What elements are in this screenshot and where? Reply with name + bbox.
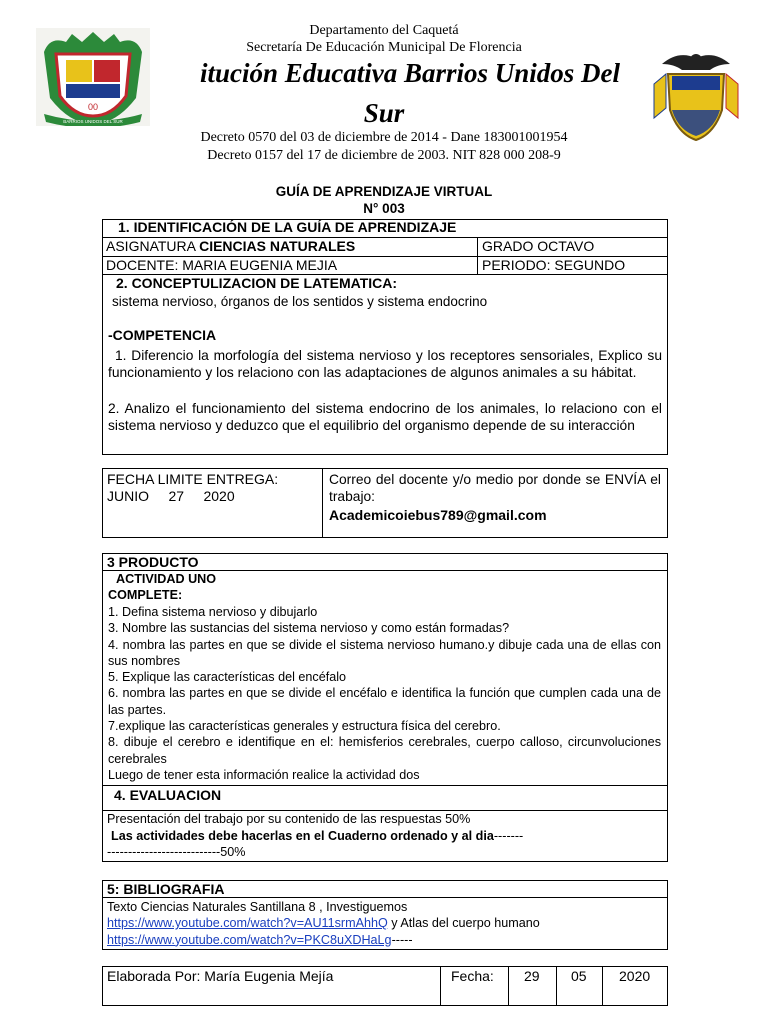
conceptualization-topic: sistema nervioso, órganos de los sentidos y sistema endocrino <box>112 294 488 309</box>
product-item: 8. dibuje el cerebro e identifique en el: hemisferios cerebrales, cuerpo calloso, circunvoluciones cerebrales <box>108 735 661 766</box>
prepared-by: Elaborada Por: María Eugenia Mejía <box>107 968 334 984</box>
conceptualization-heading: 2. CONCEPTULIZACION DE LATEMATICA: <box>116 275 398 291</box>
product-item: 5. Explique las características del encéfalo <box>108 670 347 685</box>
evaluation-line-2 <box>107 828 527 861</box>
video-link-2[interactable]: https://www.youtube.com/watch?v=PKC8uXDHaLg <box>107 932 392 947</box>
product-item: 6. nombra las partes en que se divide el encéfalo e identifica la función que cumplen cada una de las partes. <box>108 686 661 717</box>
email-label: Correo del docente y/o medio por donde se ENVÍA el trabajo: <box>329 472 661 504</box>
date-year: 2020 <box>619 968 651 984</box>
date-month: 05 <box>571 968 587 984</box>
institution-name-line1: itución Educativa Barrios Unidos Del <box>199 58 621 88</box>
secretariat-name: Secretaría De Educación Municipal De Florencia <box>246 40 522 55</box>
decree-line-1: Decreto 0570 del 03 de diciembre de 2014 - Dane 183001001954 <box>200 130 568 145</box>
department-name: Departamento del Caquetá <box>309 23 459 38</box>
product-item: 7.explique las características generales y estructura física del cerebro. <box>108 719 501 734</box>
complete-label: COMPLETE: <box>108 588 183 602</box>
subject-label: ASIGNATURA <box>106 238 200 254</box>
bibliography-text-3: ----- <box>391 932 413 947</box>
bibliography-heading: 5: BIBLIOGRAFIA <box>107 881 225 897</box>
bibliography-text-1: Texto Ciencias Naturales Santillana 8 , Investiguemos <box>107 900 408 914</box>
evaluation-heading: 4. EVALUACION <box>114 787 222 803</box>
institution-name-line2: Sur <box>363 98 405 128</box>
bibliography-text-2: y Atlas del cuerpo humano <box>387 916 540 931</box>
evaluation-percent: ----------------------------------50% <box>107 829 524 860</box>
activity-label: ACTIVIDAD UNO <box>116 572 217 586</box>
bibliography-line-2 <box>107 915 663 931</box>
deadline-label: FECHA LIMITE ENTREGA: <box>107 471 279 487</box>
product-item: Luego de tener esta información realice la actividad dos <box>108 767 420 782</box>
subject-value: CIENCIAS NATURALES <box>199 238 356 254</box>
product-item: 1. Defina sistema nervioso y dibujarlo <box>108 605 318 619</box>
grade-cell: GRADO OCTAVO <box>482 238 595 254</box>
teacher-email[interactable]: Academicoiebus789@gmail.com <box>329 507 547 523</box>
subject-cell <box>102 238 355 254</box>
date-day: 29 <box>524 968 540 984</box>
bibliography-line-3 <box>107 932 663 948</box>
period-cell: PERIODO: SEGUNDO <box>482 257 626 273</box>
guide-number: N° 003 <box>363 201 405 216</box>
product-item: 3. Nombre las sustancias del sistema nervioso y como están formadas? <box>108 621 510 636</box>
bibliography-body <box>107 899 663 948</box>
competence-1: 1. Diferencio la morfología del sistema nervioso y los receptores sensoriales, Explico su funcionamiento y los relaciono con las adaptaciones de algunos animales a su hábitat. <box>108 348 662 380</box>
teacher-cell: DOCENTE: MARIA EUGENIA MEJIA <box>106 257 338 273</box>
competence-2: 2. Analizo el funcionamiento del sistema endocrino de los animales, lo relaciono con el sistema nervioso y deduzco que el equilibrio del organismo depende de su interacción <box>108 401 662 433</box>
evaluation-line-1: Presentación del trabajo por su contenido de las respuestas 50% <box>107 812 471 826</box>
video-link-1[interactable]: https://www.youtube.com/watch?v=AU11srmAhhQ <box>107 916 388 931</box>
competence-heading: -COMPETENCIA <box>108 327 217 343</box>
product-item: 4. nombra las partes en que se divide el sistema nervioso humano.y dibuje cada una de ellas con sus nombres <box>108 637 661 668</box>
logo-ribbon-text: BARRIOS UNIDOS DEL SUR <box>63 119 123 124</box>
guide-title: GUÍA DE APRENDIZAJE VIRTUAL <box>275 184 493 199</box>
evaluation-bold-text: Las actividades debe hacerlas en el Cuaderno ordenado y al dia <box>111 829 494 843</box>
decree-line-2: Decreto 0157 del 17 de diciembre de 2003. NIT 828 000 208-9 <box>207 148 561 163</box>
logo-number: 00 <box>87 102 99 112</box>
identification-heading: 1. IDENTIFICACIÓN DE LA GUÍA DE APRENDIZAJE <box>118 219 457 235</box>
product-item-list <box>108 604 661 783</box>
product-heading: 3 PRODUCTO <box>107 554 199 570</box>
deadline-value: JUNIO 27 2020 <box>107 488 235 504</box>
date-label: Fecha: <box>451 968 494 984</box>
